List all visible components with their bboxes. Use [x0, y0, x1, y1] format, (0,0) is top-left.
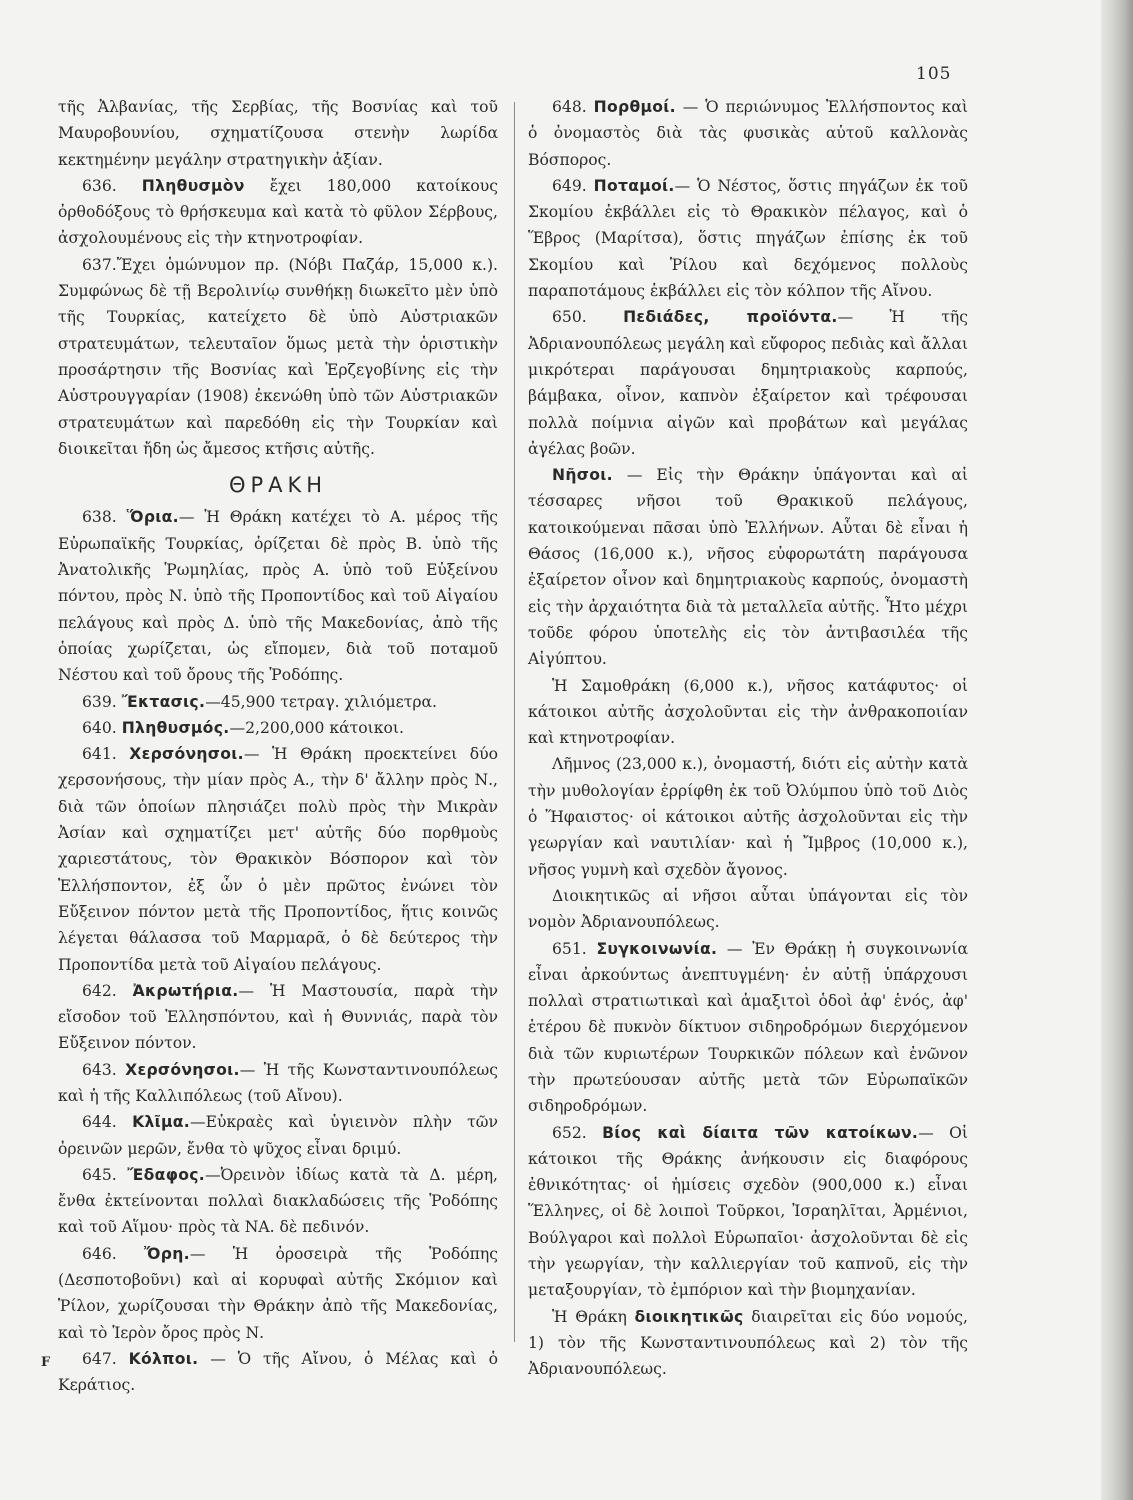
paragraph-text: Ἔχει ὁμώνυμον πρ. (Νόβι Παζάρ, 15,000 κ.). Συμφώνως δὲ τῇ Βερολινίῳ συνθήκῃ διωκεῖτο μὲν ὑπὸ τῆς Τουρκίας, κατείχετο δὲ ὑπὸ Αὐστριακῶν στρατευμάτων, τελευταῖον ὅμως μετὰ τὴν ὁριστικὴν προσάρτησιν τῆς Βοσνίας καὶ Ἑρζεγοβίνης εἰς τὴν Αὐστρουγγαρίαν (1908) ἐκενώθη ὑπὸ τῶν Αὐστριακῶν στρατευμάτων καὶ παρεδόθη εἰς τὴν Τουρκίαν καὶ διοικεῖται ἤδη ὡς ἄμεσος κτῆσις αὐτῆς. — [58, 255, 498, 458]
paragraph-643 — [58, 1057, 498, 1110]
paragraph-heading: Πεδιάδες, προϊόντα. — [623, 308, 838, 327]
paragraph-heading: Ἀκρωτήρια. — [132, 981, 239, 1000]
paragraph-636 — [58, 173, 498, 252]
paragraph-text: —Ὀρεινὸν ἰδίως κατὰ τὰ Δ. μέρη, ἔνθα ἐκτείνονται πολλαὶ διακλαδώσεις τῆς Ῥοδόπης καὶ τοῦ Αἵμου· πρὸς τὰ ΝΑ. δὲ πεδινόν. — [58, 1165, 498, 1237]
paragraph-text: — Ὁ τῆς Αἴνου, ὁ Μέλας καὶ ὁ Κεράτιος. — [58, 1349, 498, 1395]
paragraph-heading: Χερσόνησοι. — [125, 1060, 240, 1079]
left-column — [58, 94, 498, 1399]
paragraph-644 — [58, 1109, 498, 1162]
paragraph-text: — Ἡ Θράκη κατέχει τὸ Α. μέρος τῆς Εὐρωπαϊκῆς Τουρκίας, ὁρίζεται δὲ πρὸς Β. ὑπὸ τῆς Ἀνατολικῆς Ῥωμηλίας, πρὸς Α. ὑπὸ τοῦ Εὐξείνου πόντου, πρὸς Ν. ὑπὸ τῆς Προποντίδος καὶ τοῦ Αἰγαίου πελάγους καὶ πρὸς Δ. ὑπὸ τῆς Μακεδονίας, ἀπὸ τῆς ὁποίας χωρίζεται, ὡς εἴπομεν, διὰ τοῦ ποταμοῦ Νέστου καὶ τοῦ ὄρους τῆς Ῥοδόπης. — [58, 508, 498, 685]
paragraph-samothraki: Ἡ Σαμοθράκη (6,000 κ.), νῆσος κατάφυτος· οἱ κάτοικοι αὐτῆς ἀσχολοῦνται εἰς τὴν ἀνθρακοποιίαν καὶ κτηνοτροφίαν. — [528, 676, 968, 748]
paragraph-649 — [528, 173, 968, 304]
paragraph-641 — [58, 741, 498, 978]
paragraph-639 — [58, 689, 498, 715]
paragraph-admin — [528, 1304, 968, 1383]
paragraph-heading: Συγκοινωνία. — [596, 939, 718, 958]
paragraph-heading: Ποταμοί. — [593, 176, 675, 195]
paragraph-number: 647. — [82, 1349, 117, 1368]
paragraph-number: 650. — [552, 308, 587, 327]
paragraph-text: διαιρεῖται εἰς δύο νομούς, 1) τὸν τῆς Κωνσταντινουπόλεως καὶ 2) τὸν τῆς Ἀδριανουπόλεως. — [528, 1307, 968, 1379]
paragraph-heading: Νῆσοι. — [552, 466, 613, 485]
paragraph-text: — Ἡ τῆς Ἀδριανουπόλεως μεγάλη καὶ εὔφορος πεδιὰς καὶ ἄλλαι μικρότεραι παράγουσαι δημητριακοὺς καρπούς, βάμβακα, οἶνον, καπνὸν ἐξαίρετον καὶ τρέφουσαι πολλὰ ποίμνια αἰγῶν καὶ προβάτων καὶ μεγάλας ἀγέλας βοῶν. — [528, 308, 968, 458]
column-divider — [514, 102, 515, 1342]
paragraph-638 — [58, 504, 498, 688]
paragraph-text: — Ἡ Θράκη προεκτείνει δύο χερσονήσους, τὴν μίαν πρὸς Α., τὴν δ' ἄλλην πρὸς Ν., διὰ τῶν ὁποίων πλησιάζει πολὺ πρὸς τὴν Μικρὰν Ἀσίαν καὶ σχηματίζει μετ' αὐτῆς δύο πορθμοὺς χαριεστάτους, τὸν Θρακικὸν Βόσπορον καὶ τὸν Ἑλλήσποντον, ἐξ ὧν ὁ μὲν πρῶτος ἑνώνει τὸν Εὔξεινον πόντον μετὰ τῆς Προποντίδος, ἥτις κοινῶς λέγεται θάλασσα τοῦ Μαρμαρᾶ, ὁ δὲ δεύτερος τὴν Προποντίδα μετὰ τοῦ Αἰγαίου πελάγους. — [58, 745, 498, 974]
paragraph-text: —2,200,000 κάτοικοι. — [229, 718, 404, 737]
paragraph-number: 648. — [552, 98, 587, 116]
paragraph-text: Ἡ Θράκη — [552, 1307, 635, 1326]
paragraph-heading: Πορθμοί. — [593, 98, 676, 116]
paragraph-text: — Οἱ κάτοικοι τῆς Θράκης ἀνήκουσιν εἰς διαφόρους ἐθνικότητας· οἱ ἡμίσεις σχεδὸν (900,000 κ.) εἶναι Ἕλληνες, οἱ δὲ λοιποὶ Τοῦρκοι, Ἰσραηλῖται, Ἀρμένιοι, Βούλγαροι καὶ πολλοὶ Εὐρωπαῖοι· ἀσχολοῦνται δὲ εἰς τὴν γεωργίαν, τὴν καλλιεργίαν τοῦ καπνοῦ, εἰς τὴν μεταξουργίαν, τὸ ἐμπόριον καὶ τὴν βιομηχανίαν. — [528, 1123, 969, 1300]
paragraph-648 — [528, 94, 968, 173]
paragraph-text: — Ἡ Μαστουσία, παρὰ τὴν εἴσοδον τοῦ Ἑλλησπόντου, καὶ ἡ Θυννιάς, παρὰ τὸν Εὔξεινον πόντον. — [58, 981, 498, 1053]
paragraph-admin-islands: Διοικητικῶς αἱ νῆσοι αὗται ὑπάγονται εἰς τὸν νομὸν Ἀδριανουπόλεως. — [528, 886, 968, 932]
paragraph-number: 651. — [552, 939, 587, 958]
section-title: ΘΡΑΚΗ — [228, 473, 328, 498]
paragraph-heading: Κλῖμα. — [132, 1113, 191, 1132]
paragraph-text: — Ὁ Νέστος, ὅστις πηγάζων ἐκ τοῦ Σκομίου ἐκβάλλει εἰς τὸ Θρακικὸν πέλαγος, καὶ ὁ Ἕβρος (Μαρίτσα), ὅστις πηγάζων ἐπίσης ἐκ τοῦ Σκομίου καὶ Ῥίλου καὶ δεχόμενος πολλοὺς παραποτάμους ἐκβάλλει εἰς τὸν κόλπον τῆς Αἴνου. — [528, 176, 968, 301]
paragraph-heading: Ὅρια. — [126, 508, 179, 527]
paragraph-heading: Βίος καὶ δίαιτα τῶν κατοίκων. — [602, 1123, 919, 1142]
page-number: 105 — [916, 64, 952, 84]
paragraph-heading: Ἔδαφος. — [127, 1165, 205, 1184]
paragraph-645 — [58, 1162, 498, 1241]
paragraph-number: 644. — [82, 1113, 117, 1132]
margin-mark: F — [41, 1355, 51, 1370]
paragraph-642 — [58, 978, 498, 1057]
paragraph-number: 642. — [82, 981, 117, 1000]
paragraph-text: —45,900 τετραγ. χιλιόμετρα. — [205, 692, 438, 711]
paragraph-islands — [528, 462, 968, 672]
paragraph-646 — [58, 1241, 498, 1346]
paragraph-number: 649. — [552, 176, 587, 195]
paragraph-heading: Ἔκτασις. — [121, 692, 206, 711]
paragraph-text: — Ἐν Θράκῃ ἡ συγκοινωνία εἶναι ἀρκούντως ἀνεπτυγμένη· ἐν αὐτῇ ὑπάρχουσι πολλαὶ στρατιωτικαὶ καὶ ἁμαξιτοὶ ὁδοὶ ἀφ' ἑνός, ἀφ' ἑτέρου δὲ πυκνὸν δίκτυον σιδηροδρόμων διερχόμενον διὰ τῶν κυριωτέρων Τουρκικῶν πόλεων καὶ ἑνῶνον τὴν πρωτεύουσαν αὐτῆς μετὰ τῶν Εὐρωπαϊκῶν σιδηροδρόμων. — [528, 939, 968, 1116]
paragraph-number: 639. — [82, 692, 117, 711]
page-edge — [1101, 0, 1133, 1500]
paragraph-number: 646. — [82, 1244, 117, 1263]
paragraph-heading: διοικητικῶς — [634, 1307, 744, 1326]
paragraph-heading: Χερσόνησοι. — [129, 745, 244, 764]
right-column — [528, 94, 968, 1383]
paragraph-heading: Ὄρη. — [144, 1244, 190, 1263]
paragraph-number: 652. — [552, 1123, 587, 1142]
paragraph-heading: Κόλποι. — [128, 1349, 199, 1368]
paragraph-text: —Εὐκραὲς καὶ ὑγιεινὸν πλὴν τῶν ὀρεινῶν μερῶν, ἔνθα τὸ ψῦχος εἶναι δριμύ. — [58, 1113, 498, 1158]
paragraph-640 — [58, 715, 498, 741]
paragraph-652 — [528, 1120, 968, 1304]
intro-paragraph: τῆς Ἀλβανίας, τῆς Σερβίας, τῆς Βοσνίας καὶ τοῦ Μαυροβουνίου, σχηματίζουσα στενὴν λωρίδα κεκτημένην μεγάλην στρατηγικὴν ἀξίαν. — [58, 98, 498, 169]
paragraph-number: 640. — [82, 718, 117, 737]
paragraph-limnos: Λῆμνος (23,000 κ.), ὀνομαστή, διότι εἰς αὐτὴν κατὰ τὴν μυθολογίαν ἐρρίφθη ἐκ τοῦ Ὀλύμπου ὑπὸ τοῦ Διὸς ὁ Ἥφαιστος· οἱ κάτοικοι αὐτῆς ἀσχολοῦνται εἰς τὴν γεωργίαν καὶ ναυτιλίαν· καὶ ἡ Ἴμβρος (10,000 κ.), νῆσος γυμνὴ καὶ σχεδὸν ἄγονος. — [528, 755, 968, 879]
paragraph-650 — [528, 304, 968, 462]
paragraph-637 — [58, 252, 498, 462]
paragraph-number: 638. — [82, 508, 117, 527]
paragraph-text: — Εἰς τὴν Θράκην ὑπάγονται καὶ αἱ τέσσαρες νῆσοι τοῦ Θρακικοῦ πελάγους, κατοικούμεναι πᾶσαι ὑπὸ Ἑλλήνων. Αὗται δὲ εἶναι ἡ Θάσος (16,000 κ.), νῆσος εὐφορωτάτη παράγουσα ἐξαίρετον οἶνον καὶ δημητριακοὺς καρπούς, ὀνομαστὴ εἰς τὴν ἀρχαιότητα διὰ τὰ μεταλλεῖα αὐτῆς. Ἦτο μέχρι τοῦδε φόρου ὑποτελὴς εἰς τὸν ἀντιβασιλέα τῆς Αἰγύπτου. — [528, 466, 968, 669]
paragraph-647 — [58, 1346, 498, 1399]
paragraph-heading: Πληθυσμός. — [121, 718, 230, 737]
paragraph-number: 641. — [82, 745, 117, 764]
paragraph-text: — Ἡ τῆς Κωνσταντινουπόλεως καὶ ἡ τῆς Καλλιπόλεως (τοῦ Αἴνου). — [58, 1060, 498, 1105]
paragraph-651 — [528, 936, 968, 1120]
paragraph-number: 643. — [82, 1060, 117, 1079]
paragraph-number: 637. — [82, 255, 117, 274]
paragraph-text: ἔχει 180,000 κατοίκους ὀρθοδόξους τὸ θρήσκευμα καὶ κατὰ τὸ φῦλον Σέρβους, ἀσχολουμένους εἰς τὴν κτηνοτροφίαν. — [58, 176, 498, 248]
paragraph-number: 636. — [82, 176, 117, 195]
paragraph-text: — Ὁ περιώνυμος Ἑλλήσποντος καὶ ὁ ὀνομαστὸς διὰ τὰς φυσικὰς αὐτοῦ καλλονὰς Βόσπορος. — [528, 98, 968, 169]
paragraph-text: — Ἡ ὀροσειρὰ τῆς Ῥοδόπης (Δεσποτοβοῦνι) καὶ αἱ κορυφαὶ αὐτῆς Σκόμιον καὶ Ῥίλον, χωρίζουσαι τὴν Θράκην ἀπὸ τῆς Μακεδονίας, καὶ τὸ Ἱερὸν ὄρος πρὸς Ν. — [58, 1244, 498, 1342]
paragraph-heading: Πληθυσμὸν — [141, 176, 245, 195]
paragraph-number: 645. — [82, 1165, 117, 1184]
